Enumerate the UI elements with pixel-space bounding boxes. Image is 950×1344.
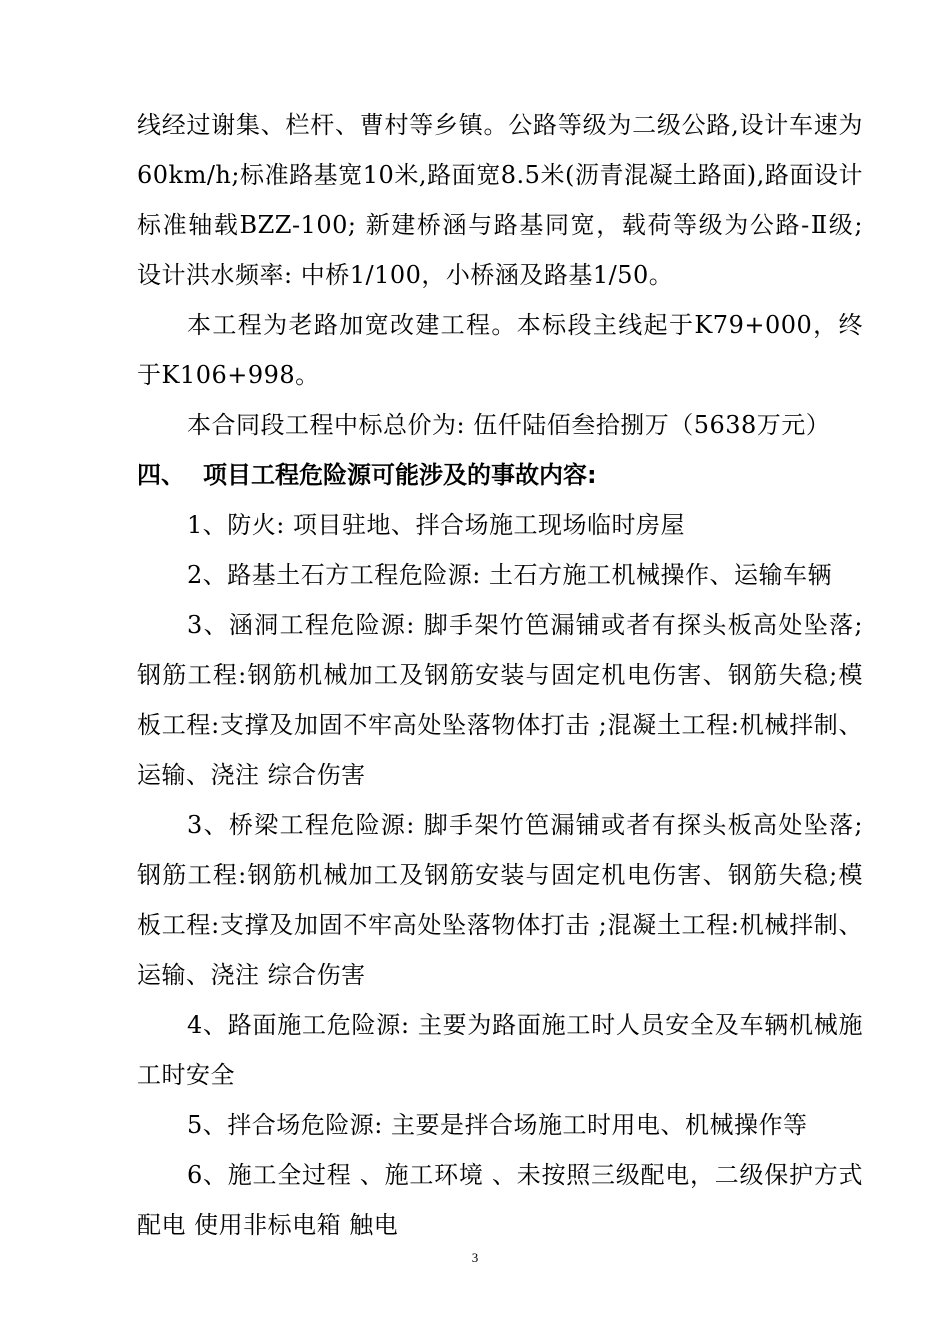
section-heading xyxy=(137,450,863,500)
paragraph-project-scope: 本工程为老路加宽改建工程。本标段主线起于K79+000，终于K106+998。 xyxy=(137,311,863,389)
page-number: 3 xyxy=(471,1250,479,1265)
section-number: 四、 xyxy=(137,461,185,489)
list-item: 3、桥梁工程危险源: 脚手架竹笆漏铺或者有探头板高处坠落;钢筋工程:钢筋机械加工及钢筋安装与固定机电伤害、钢筋失稳;模板工程:支撑及加固不牢高处坠落物体打击 ;混凝土工程:机械拌制、运输、浇注 综合伤害 xyxy=(137,811,863,989)
list-item: 2、路基土石方工程危险源: 土石方施工机械操作、运输车辆 xyxy=(187,561,832,589)
list-item: 6、施工全过程 、施工环境 、未按照三级配电，二级保护方式配电 使用非标电箱 触电 xyxy=(137,1161,863,1239)
list-item: 4、路面施工危险源: 主要为路面施工时人员安全及车辆机械施工时安全 xyxy=(137,1011,863,1089)
list-item: 1、防火: 项目驻地、拌合场施工现场临时房屋 xyxy=(187,511,685,539)
section-title: 项目工程危险源可能涉及的事故内容: xyxy=(203,461,597,489)
list-item: 3、涵洞工程危险源: 脚手架竹笆漏铺或者有探头板高处坠落;钢筋工程:钢筋机械加工及钢筋安装与固定机电伤害、钢筋失稳;模板工程:支撑及加固不牢高处坠落物体打击 ;混凝土工程:机械拌制、运输、浇注 综合伤害 xyxy=(137,611,863,789)
page-content xyxy=(137,100,863,1250)
paragraph-contract-price: 本合同段工程中标总价为: 伍仟陆佰叁拾捌万（5638万元） xyxy=(187,411,831,439)
paragraph-project-overview: 线经过谢集、栏杆、曹村等乡镇。公路等级为二级公路,设计车速为60km/h;标准路基宽10米,路面宽8.5米(沥青混凝土路面),路面设计标准轴载BZZ-100; 新建桥涵与路基同宽，载荷等级为公路-Ⅱ级; 设计洪水频率: 中桥1/100，小桥涵及路基1/50。 xyxy=(137,111,863,289)
list-item: 5、拌合场危险源: 主要是拌合场施工时用电、机械操作等 xyxy=(187,1111,808,1139)
